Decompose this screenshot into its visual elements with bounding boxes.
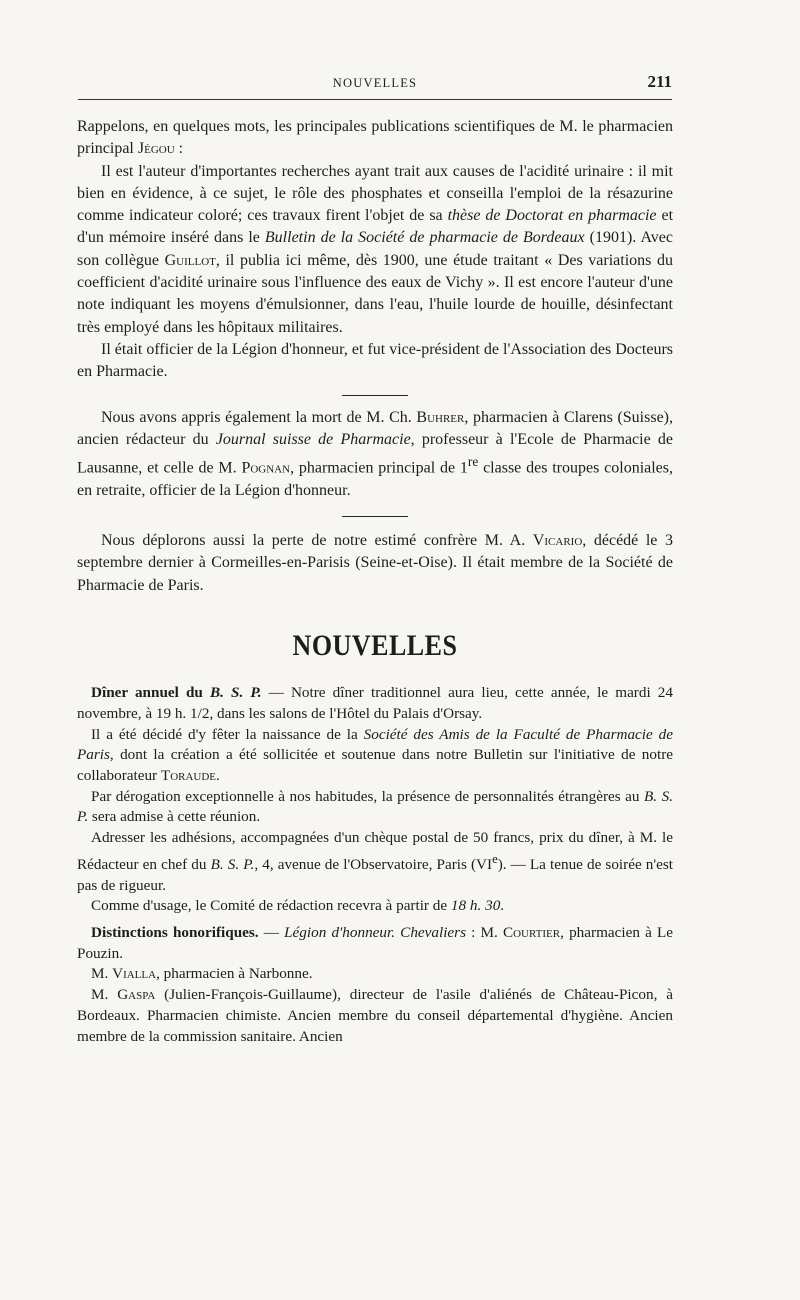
superscript: re (467, 454, 479, 470)
text-segment: (Julien-François-Guillaume), directeur de l'asile d'aliénés de Château-Picon, à Bordeaux. Pharmacien chimiste. Ancien membre du conseil départemental d'hygiène. Ancien membre de la commission sanitaire. Ancien (77, 986, 673, 1045)
text-segment: Nous avons appris également la mort de M. Ch. (101, 408, 417, 426)
paragraph-derogation (77, 787, 673, 828)
text-segment: . (500, 897, 505, 915)
text-segment: , pharmacien à Narbonne. (156, 965, 313, 983)
text-segment: , pharmacien principal de 1 (290, 459, 468, 477)
text-segment: — (258, 924, 285, 942)
person-name: Toraude (160, 767, 217, 785)
person-name: Gaspa (117, 986, 156, 1004)
header-rule (78, 99, 672, 100)
paragraph-jegou-honors: Il était officier de la Légion d'honneur, et fut vice-président de l'Association des Docteurs en Pharmacie. (77, 340, 673, 381)
person-name: Guillot (164, 251, 216, 269)
page-number: 211 (647, 72, 672, 91)
text-segment: sera admise à cette réunion. (88, 808, 261, 826)
person-name: Vialla (112, 965, 157, 983)
paragraph-vialla (77, 964, 673, 985)
paragraph-gaspa (77, 985, 673, 1047)
person-name: Courtier (502, 924, 561, 942)
news-label: B. S. P. (210, 684, 262, 702)
person-name: Vicario (532, 532, 583, 550)
text-segment: Par dérogation exceptionnelle à nos habitudes, la présence de personnalités étrangères au (91, 787, 645, 805)
text-segment: , décédé le 3 septembre dernier à Cormeilles-en-Parisis (Seine-et-Oise). Il était membre de la Société de Pharmacie de Paris. (77, 532, 674, 594)
text-segment: : M. (465, 924, 503, 942)
text-segment: Il est l'auteur d'importantes recherches ayant trait aux causes de l'acidité urinaire : il mit bien en évidence, à ce sujet, le rôle des phosphates et conseilla l'emploi de la résazurine comme indicateur coloré; ces travaux firent l'objet de sa (77, 162, 673, 225)
text-segment: Il a été décidé d'y fêter la naissance de la (91, 725, 364, 743)
paragraph-jegou-works (77, 161, 673, 339)
news-label: Distinctions honorifiques. (91, 924, 259, 942)
text-segment: , 4, avenue de l'Observatoire, Paris (VI (254, 855, 493, 873)
paragraph-comite (77, 896, 673, 917)
text-segment: , dont la création a été sollicitée et soutenue dans notre Bulletin sur l'initiative de notre collaborateur (77, 746, 673, 785)
italic-text: B. S. P. (77, 787, 673, 826)
italic-text: Bulletin de la Société de pharmacie de Bordeaux (264, 229, 585, 247)
text-segment: . (216, 767, 220, 785)
person-name: Pognan (241, 459, 291, 477)
body-text (77, 116, 673, 1047)
running-head: NOUVELLES (332, 76, 418, 90)
page-header (78, 72, 672, 98)
superscript: e (492, 851, 498, 866)
text-segment: Comme d'usage, le Comité de rédaction recevra à partir de (91, 897, 451, 915)
paragraph-buhrer-pognan (77, 407, 673, 503)
section-title: NOUVELLES (292, 628, 458, 663)
italic-text: B. S. P. (210, 855, 255, 873)
text-segment: — Notre dîner traditionnel aura lieu, cette année, le mardi 24 novembre, à 19 h. 1/2, dans les salons de l'Hôtel du Palais d'Orsay. (77, 684, 673, 722)
paragraph-diner-annuel (77, 683, 673, 724)
person-name: Jégou (137, 140, 175, 158)
person-name: Buhrer (416, 408, 465, 426)
text-segment: , professeur à l'Ecole de Pharmacie de Lausanne, et celle de M. (77, 430, 673, 477)
text-segment: ). — La tenue de soirée n'est pas de rigueur. (77, 855, 673, 894)
text-segment: , pharmacien à Clarens (Suisse), ancien rédacteur du (77, 408, 674, 448)
news-section (77, 683, 673, 1047)
paragraph-distinctions (77, 923, 673, 964)
italic-text: Société des Amis de la Faculté de Pharmacie de Paris (77, 725, 673, 764)
separator-rule (342, 516, 408, 517)
paragraph-jegou-intro (77, 116, 673, 161)
italic-text: Journal suisse de Pharmacie (215, 430, 411, 448)
paragraph-adhesions (77, 828, 673, 896)
italic-text: Légion d'honneur. Chevaliers (284, 924, 466, 942)
text-segment: Rappelons, en quelques mots, les principales publications scientifiques de M. le pharmacien principal (77, 118, 673, 158)
text-segment: Nous déplorons aussi la perte de notre estimé confrère M. A. (101, 532, 533, 550)
text-segment: Adresser les adhésions, accompagnées d'un chèque postal de 50 francs, prix du dîner, à M. le Rédacteur en chef du (77, 829, 673, 873)
paragraph-vicario (77, 530, 673, 597)
text-segment: M. (91, 965, 113, 983)
text-segment: M. (91, 986, 118, 1004)
italic-text: thèse de Doctorat en pharmacie (447, 207, 657, 225)
italic-text: 18 h. 30 (450, 897, 501, 915)
paragraph-societe-amis (77, 725, 673, 787)
text-segment: : (174, 140, 184, 158)
text-segment: classe des troupes coloniales, en retraite, officier de la Légion d'honneur. (77, 459, 674, 499)
text-segment: (1901). Avec son collègue (77, 229, 674, 269)
text-segment: , pharmacien à Le Pouzin. (77, 924, 673, 962)
text-segment: , il publia ici même, dès 1900, une étude traitant « Des variations du coefficient d'acidité urinaire sous l'influence des eaux de Vichy ». Il est encore l'auteur d'une note indiquant les moyens d'émulsionner, dans l'eau, l'huile lourde de houille, désinfectant très employé dans les hôpitaux militaires. (77, 251, 673, 336)
separator-rule (342, 395, 408, 396)
text-segment: et d'un mémoire inséré dans le (77, 207, 674, 247)
news-label: Dîner annuel du (91, 684, 210, 702)
